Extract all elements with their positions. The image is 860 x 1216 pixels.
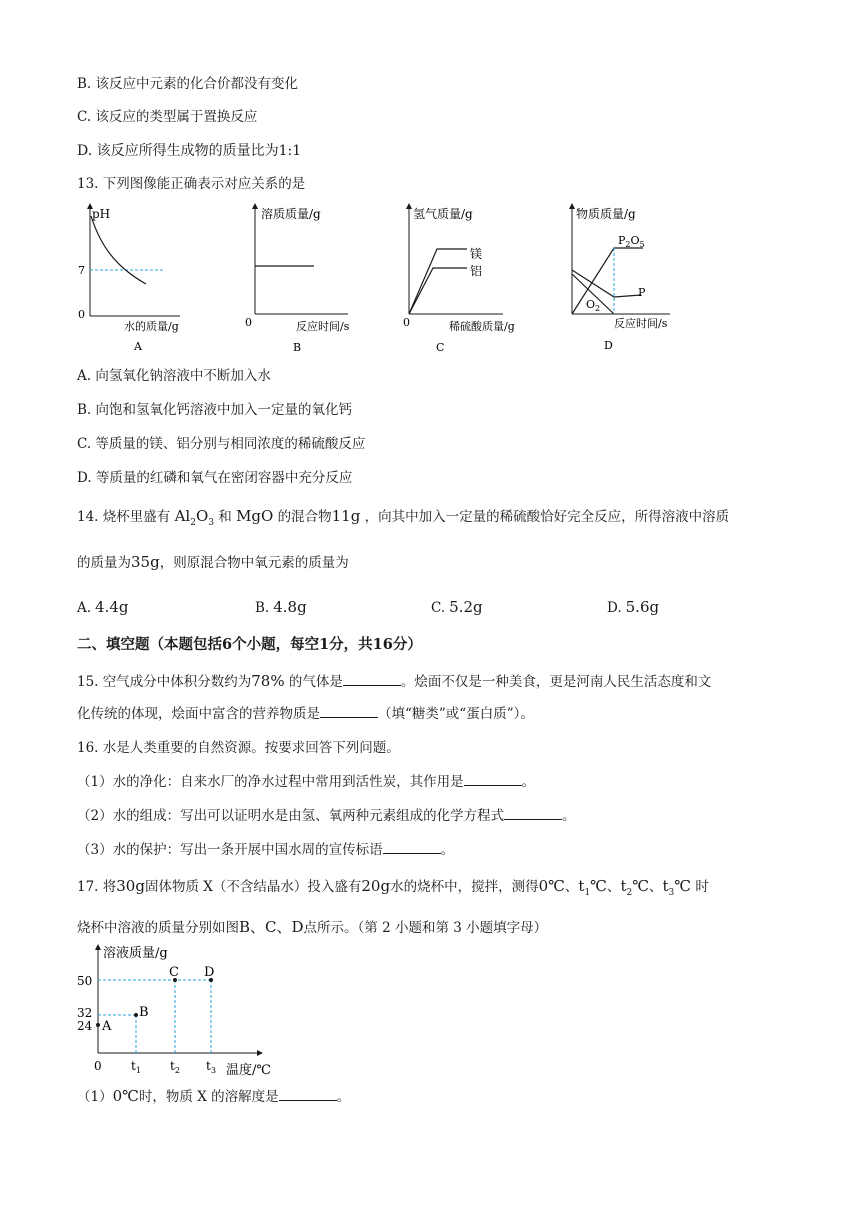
q14-option-b: B. 4.8g [255, 598, 307, 616]
q16-blank-1[interactable] [464, 773, 522, 786]
point-a [96, 1023, 100, 1027]
p-label: P [638, 286, 646, 299]
q15-blank-1[interactable] [343, 673, 401, 686]
x-label: 稀硫酸质量/g [449, 320, 515, 333]
y-label: 物质质量/g [576, 207, 636, 221]
label-d: D [204, 965, 215, 980]
section-heading: 二、填空题（本题包括6个小题，每空1分，共16分） [77, 636, 422, 653]
p2o5-label: $P_2O_5$ [618, 234, 645, 249]
q13-option-b: B. 向饱和氢氧化钙溶液中加入一定量的氧化钙 [77, 402, 353, 418]
o2-label: $O_2$ [586, 298, 601, 313]
mg-line [409, 249, 467, 314]
q13-option-a: A. 向氢氧化钠溶液中不断加入水 [77, 368, 271, 384]
q16-stem: 16. 水是人类重要的自然资源。按要求回答下列问题。 [77, 740, 400, 756]
caption: A [134, 340, 142, 353]
x-label: 温度/℃ [226, 1063, 271, 1078]
q17-part1: （1）0℃时，物质 X 的溶解度是 。 [77, 1087, 351, 1105]
solution-mass-graph [74, 944, 294, 1082]
q15-line1: 15. 空气成分中体积分数约为78% 的气体是 。烩面不仅是一种美食，更是河南人民生活态度和文 [77, 672, 712, 690]
origin: 0 [403, 316, 410, 329]
q13-option-c: C. 等质量的镁、铝分别与相同浓度的稀硫酸反应 [77, 436, 366, 452]
origin: 0 [78, 308, 85, 321]
q14-option-c: C. 5.2g [431, 598, 483, 616]
figure-d [566, 200, 696, 355]
q15-blank-2[interactable] [320, 705, 378, 718]
q12-option-c: C. 该反应的类型属于置换反应 [77, 109, 258, 125]
label-c: C [169, 965, 179, 980]
origin: 0 [94, 1059, 102, 1073]
ph-curve [91, 216, 146, 284]
x-label: 反应时间/s [296, 320, 350, 333]
label-b: B [139, 1005, 149, 1020]
q13-stem: 13. 下列图像能正确表示对应关系的是 [77, 176, 306, 192]
q15-line2: 化传统的体现，烩面中富含的营养物质是 （填“糖类”或“蛋白质”）。 [77, 706, 534, 722]
caption: D [604, 339, 613, 352]
tick-t1: $t_1$ [131, 1059, 141, 1075]
figure-b [244, 200, 364, 355]
x-label: 水的质量/g [124, 320, 179, 333]
al-line [409, 268, 467, 314]
q14-option-a: A. 4.4g [77, 598, 129, 616]
q17-blank-1[interactable] [279, 1088, 337, 1101]
y-label: 溶液质量/g [103, 946, 168, 961]
x-label: 反应时间/s [614, 317, 668, 330]
q16-blank-2[interactable] [504, 807, 562, 820]
q16-part1: （1）水的净化：自来水厂的净水过程中常用到活性炭，其作用是 。 [77, 774, 536, 790]
q16-blank-3[interactable] [383, 841, 441, 854]
tick-t2: $t_2$ [170, 1059, 180, 1075]
q16-part2: （2）水的组成：写出可以证明水是由氢、氧两种元素组成的化学方程式 。 [77, 808, 576, 824]
al-label: 铝 [470, 264, 483, 278]
point-b [134, 1013, 138, 1017]
q17-line2: 烧杯中溶液的质量分别如图B、C、D点所示。（第 2 小题和第 3 小题填字母） [77, 918, 548, 936]
origin: 0 [245, 316, 252, 329]
caption: B [293, 341, 302, 354]
q14-line2: 的质量为35g，则原混合物中氧元素的质量为 [77, 553, 349, 571]
figure-a [76, 200, 196, 355]
mg-label: 镁 [470, 247, 483, 261]
q14-line1: 14. 烧杯里盛有 $Al_2O_3$ 和 MgO 的混合物11g ，向其中加入一定量的稀硫酸恰好完全反应，所得溶液中溶质 [77, 507, 730, 528]
figure-c [403, 200, 533, 355]
tick-24: 24 [77, 1019, 93, 1033]
q16-part3: （3）水的保护：写出一条开展中国水周的宣传标语 。 [77, 842, 455, 858]
tick-50: 50 [77, 974, 93, 988]
q12-option-b: B. 该反应中元素的化合价都没有变化 [77, 76, 299, 92]
y-label: pH [92, 207, 111, 221]
y-label: 溶质质量/g [261, 207, 321, 221]
tick-32: 32 [77, 1006, 93, 1020]
tick-7: 7 [78, 264, 85, 277]
p2o5-line [572, 248, 643, 314]
label-a: A [102, 1019, 112, 1034]
q13-option-d: D. 等质量的红磷和氧气在密闭容器中充分反应 [77, 470, 353, 486]
q17-line1: 17. 将30g固体物质 X（不含结晶水）投入盛有20g水的烧杯中，搅拌，测得0℃、$t_1℃$、$t_2℃$、$t_3℃$ 时 [77, 877, 709, 898]
q14-option-d: D. 5.6g [607, 598, 660, 616]
y-label: 氢气质量/g [413, 207, 473, 221]
caption: C [436, 341, 445, 354]
q12-option-d: D. 该反应所得生成物的质量比为1:1 [77, 143, 302, 159]
tick-t3: $t_3$ [206, 1059, 216, 1075]
